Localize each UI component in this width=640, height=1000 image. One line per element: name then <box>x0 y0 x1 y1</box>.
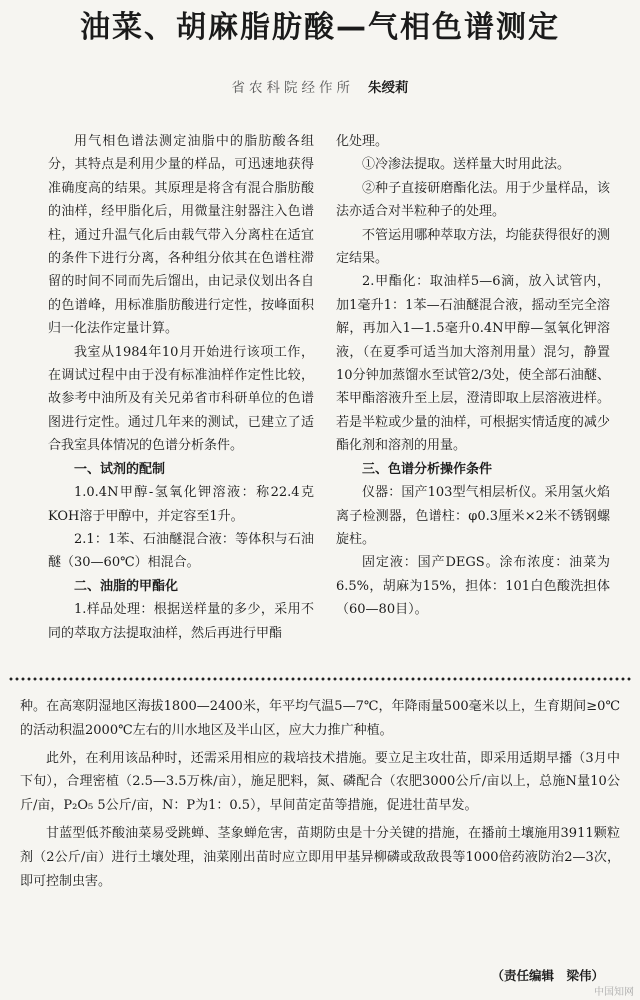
author: 朱绶莉 <box>368 80 409 96</box>
institution: 省农科院经作所 <box>231 80 354 96</box>
paragraph: 1.0.4N甲醇-氢氧化钾溶液：称22.4克KOH溶于甲醇中，并定容至1升。 <box>48 485 314 524</box>
paragraph: ②种子直接研磨酯化法。用于少量样品，该法亦适合对半粒种子的处理。 <box>336 180 610 220</box>
paragraph: 固定液：国产DEGS。涂布浓度：油菜为6.5%，胡麻为15%，担体：101白色酸洗担体（60—80目）。 <box>336 555 610 618</box>
section-heading: 三、色谱分析操作条件 <box>362 461 493 477</box>
paragraph: 化处理。 <box>336 134 389 149</box>
paragraph: ①冷渗法提取。送样量大时用此法。 <box>362 157 571 173</box>
article-title: 油菜、胡麻脂肪酸—气相色谱测定 <box>80 10 560 45</box>
left-column <box>48 130 314 645</box>
section-heading: 一、试剂的配制 <box>74 461 166 477</box>
paragraph: 仪器：国产103型气相层析仪。采用氢火焰离子检测器，色谱柱：φ0.3厘米×2米不锈钢螺旋柱。 <box>336 485 610 547</box>
dotted-divider <box>8 676 632 682</box>
paragraph: 此外，在利用该品种时，还需采用相应的栽培技术措施。要立足主攻壮苗，即采用适期早播（3月中下旬），合理密植（2.5—3.5万株/亩），施足肥料，氮、磷配合（农肥3000公斤/亩以上，总施N量10公斤/亩，P₂O₅ 5公斤/亩，N：P为1：0.5），早间苗定苗等措施，促进壮苗早发。 <box>20 750 620 814</box>
byline <box>0 76 640 96</box>
paragraph: 我室从1984年10月开始进行该项工作，在调试过程中由于没有标准油样作定性比较，故参考中油所及有关兄弟省市科研单位的色谱图进行定性。通过几年来的测试，已建立了适合我室具体情况的色谱分析条件。 <box>48 344 314 454</box>
paragraph: 1.样品处理：根据送样量的多少，采用不同的萃取方法提取油样，然后再进行甲酯 <box>48 602 314 641</box>
paragraph: 甘蓝型低芥酸油菜易受跳蝉、茎象蝉危害，苗期防虫是十分关键的措施，在播前土壤施用3911颗粒剂（2公斤/亩）进行土壤处理，油菜刚出苗时应立即用甲基异柳磷或敌敌畏等1000倍药液防治2—3次，即可控制虫害。 <box>20 825 620 889</box>
watermark: 中国知网 <box>594 987 634 998</box>
right-column <box>336 130 610 622</box>
section-heading: 二、油脂的甲酯化 <box>74 578 179 594</box>
paragraph: 种。在高寒阴湿地区海拔1800—2400米，年平均气温5—7℃，年降雨量500毫米以上，生育期间≥0℃的活动积温2000℃左右的川水地区及半山区，应大力推广种植。 <box>20 699 620 738</box>
paragraph: 用气相色谱法测定油脂中的脂肪酸各组分，其特点是利用少量的样品，可迅速地获得准确度高的结果。其原理是将含有混合脂肪酸的油样，经甲脂化后，用微量注射器注入色谱柱，通过升温气化后由载气带入分离柱在适宜的条件下进行分离，各种组分依其在色谱柱滞留的时间不同而先后馏出，由记录仪划出各自的色谱峰，用标准脂肪酸进行定性，按峰面积归一化法作定量计算。 <box>48 134 314 337</box>
paragraph: 2.甲酯化：取油样5—6滴，放入试管内，加1毫升1：1苯—石油醚混合液，摇动至完全溶解，再加入1—1.5毫升0.4N甲醇—氢氧化钾溶液，（在夏季可适当加大溶剂用量）混匀，静置10分钟加蒸馏水至试管2/3处，使全部石油醚、苯甲酯溶液升至上层，澄清即取上层溶液进样。若是半粒或少量的油样，可根据实情适度的减少酯化剂和溶剂的用量。 <box>336 274 610 454</box>
paragraph: 不管运用哪种萃取方法，均能获得很好的测定结果。 <box>336 227 610 267</box>
continued-article <box>20 695 620 897</box>
editor-note: （责任编辑 梁伟） <box>491 968 604 983</box>
paragraph: 2.1：1苯、石油醚混合液：等体积与石油醚（30—60℃）相混合。 <box>48 531 314 571</box>
